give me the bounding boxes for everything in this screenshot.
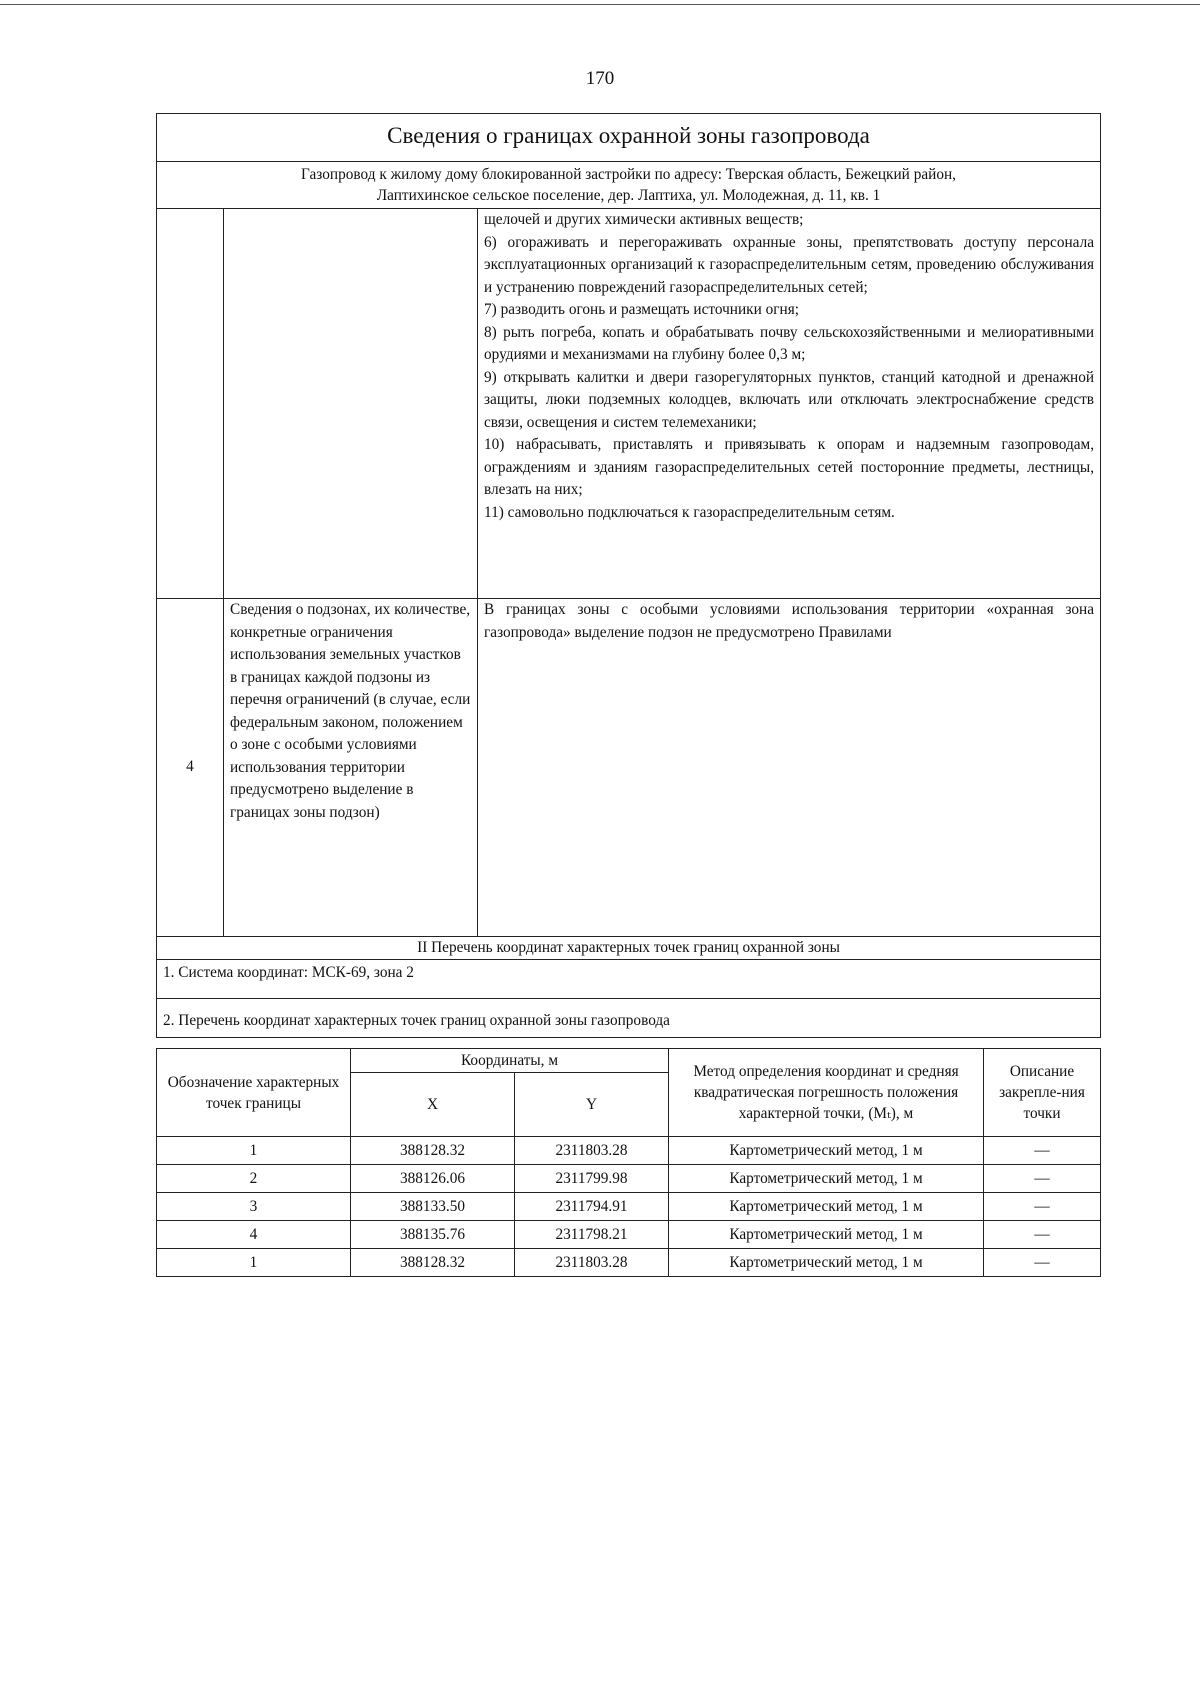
table-row: [157, 1221, 1101, 1249]
coord-y: 2311798.21: [515, 1221, 669, 1249]
header-method: Метод определения координат и средняя квадратическая погрешность положения характерной точки, (Mₜ), м: [669, 1049, 984, 1137]
coord-x: 388126.06: [351, 1165, 515, 1193]
coordinates-table: [156, 1048, 1101, 1277]
row3-number-cell: [157, 209, 224, 599]
address-line-2: Лаптихинское сельское поселение, дер. Лаптиха, ул. Молодежная, д. 11, кв. 1: [376, 187, 881, 204]
point-id: 3: [157, 1193, 351, 1221]
table-row: [157, 1165, 1101, 1193]
point-id: 1: [157, 1137, 351, 1165]
description: —: [984, 1221, 1101, 1249]
table-row: [157, 1137, 1101, 1165]
coord-y: 2311803.28: [515, 1137, 669, 1165]
header-x: X: [351, 1073, 515, 1137]
method: Картометрический метод, 1 м: [669, 1249, 984, 1277]
point-id: 1: [157, 1249, 351, 1277]
table-row: [157, 1193, 1101, 1221]
coord-x: 388128.32: [351, 1249, 515, 1277]
coordinate-system: 1. Система координат: МСК-69, зона 2: [157, 960, 1101, 999]
table-row: [157, 1249, 1101, 1277]
coord-x: 388135.76: [351, 1221, 515, 1249]
restriction-item: 8) рыть погреба, копать и обрабатывать почву сельскохозяйственными и мелиоративными орудиями и механизмами на глубину более 0,3 м;: [484, 323, 1095, 363]
method: Картометрический метод, 1 м: [669, 1165, 984, 1193]
restrictions-list: [478, 209, 1101, 599]
header-description: Описание закрепле-ния точки: [984, 1049, 1101, 1137]
method: Картометрический метод, 1 м: [669, 1137, 984, 1165]
header-point: Обозначение характерных точек границы: [157, 1049, 351, 1137]
row3-label-cell: [224, 209, 478, 599]
restriction-item: 9) открывать калитки и двери газорегуляторных пунктов, станций катодной и дренажной защиты, люки подземных колодцев, включать или отключать электроснабжение средств связи, освещения и систем телемеханики;: [484, 368, 1095, 431]
header-y: Y: [515, 1073, 669, 1137]
method: Картометрический метод, 1 м: [669, 1221, 984, 1249]
restriction-item: 10) набрасывать, приставлять и привязывать к опорам и надземным газопроводам, ограждениям и зданиям газораспределительных сетей посторонние предметы, лестницы, влезать на них;: [484, 436, 1095, 498]
header-coordinates: Координаты, м: [351, 1049, 669, 1073]
coord-x: 388133.50: [351, 1193, 515, 1221]
coord-y: 2311803.28: [515, 1249, 669, 1277]
description: —: [984, 1193, 1101, 1221]
row4-label: Сведения о подзонах, их количестве, конкретные ограничения использования земельных участков в границах каждой подзоны из перечня ограничений (в случае, если федеральным законом, положением о зоне с особыми условиями использования территории предусмотрено выделение в границах зоны подзон): [224, 599, 478, 937]
row4-value: В границах зоны с особыми условиями использования территории «охранная зона газопровода» выделение подзон не предусмотрено Правилами: [478, 599, 1101, 937]
restriction-item: 6) огораживать и перегораживать охранные зоны, препятствовать доступу персонала эксплуатационных организаций к газораспределительным сетям, проведению обслуживания и устранению повреждений газораспределительных сетей;: [484, 233, 1095, 296]
section2-title: II Перечень координат характерных точек границ охранной зоны: [157, 937, 1101, 960]
address-line-1: Газопровод к жилому дому блокированной застройки по адресу: Тверская область, Бежецкий район,: [301, 166, 956, 183]
coord-y: 2311794.91: [515, 1193, 669, 1221]
restriction-item: 11) самовольно подключаться к газораспределительным сетям.: [484, 503, 895, 521]
scan-top-edge: [0, 4, 1200, 5]
restriction-item: щелочей и других химически активных веществ;: [484, 211, 804, 228]
point-id: 4: [157, 1221, 351, 1249]
description: —: [984, 1165, 1101, 1193]
row4-number: 4: [157, 599, 224, 937]
point-id: 2: [157, 1165, 351, 1193]
description: —: [984, 1137, 1101, 1165]
method: Картометрический метод, 1 м: [669, 1193, 984, 1221]
description: —: [984, 1249, 1101, 1277]
page-number: 170: [585, 68, 615, 89]
document-title: Сведения о границах охранной зоны газопровода: [157, 114, 1101, 162]
restriction-item: 7) разводить огонь и размещать источники огня;: [484, 301, 800, 318]
coord-x: 388128.32: [351, 1137, 515, 1165]
zone-info-table: [156, 113, 1101, 1038]
coord-y: 2311799.98: [515, 1165, 669, 1193]
gas-pipeline-address: [157, 162, 1101, 209]
coordinate-list-title: 2. Перечень координат характерных точек границ охранной зоны газопровода: [157, 999, 1101, 1038]
